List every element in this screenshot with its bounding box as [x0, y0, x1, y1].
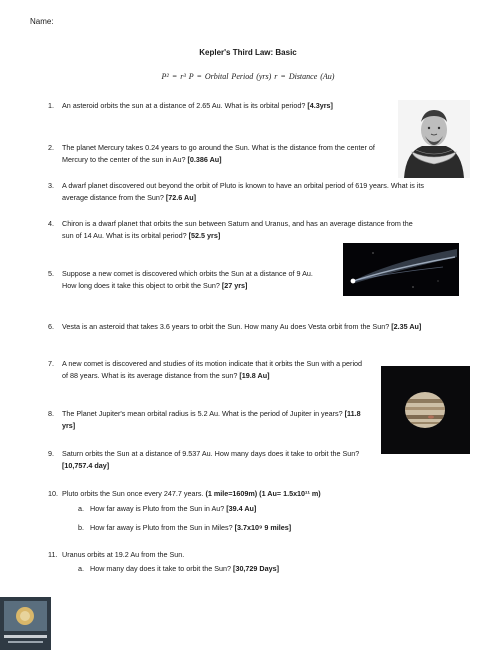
question-number: 2.: [48, 143, 54, 152]
question-number: 1.: [48, 101, 54, 110]
question-number: 11.: [48, 550, 58, 559]
question-answer: [11.8 yrs]: [62, 409, 361, 430]
question-number: 9.: [48, 449, 54, 458]
question-answer: (1 mile=1609m) (1 Au= 1.5x10¹¹ m): [205, 489, 321, 498]
question-answer: [52.5 yrs]: [188, 230, 221, 240]
question-text: Suppose a new comet is discovered which orbits the Sun at a distance of 9 Au. How long does it take this object to orbit the Sun?: [62, 269, 313, 290]
question-number: 5.: [48, 269, 54, 278]
question-answer: [27 yrs]: [221, 280, 248, 290]
subquestion-text: How far away is Pluto from the Sun in Au?: [90, 504, 225, 513]
question-text: A new comet is discovered and studies of its motion indicate that it orbits the Sun with a period of 88 years. What is its average distance from the sun?: [62, 359, 363, 380]
question-text: Pluto orbits the Sun once every 247.7 years.: [62, 489, 204, 498]
question-text: Uranus orbits at 19.2 Au from the Sun.: [62, 550, 185, 559]
question-answer: [10,757.4 day]: [62, 460, 110, 470]
subquestion-letter: a.: [78, 564, 84, 573]
kepler-formula: P² = r³ P = Orbital Period (yrs) r = Distance (Au): [161, 72, 335, 81]
question-text: An asteroid orbits the sun at a distance of 2.65 Au. What is its orbital period?: [62, 101, 306, 110]
question-number: 6.: [48, 322, 54, 331]
subquestion-10a: [78, 503, 430, 515]
subquestion-letter: b.: [78, 523, 84, 532]
question-answer: [72.6 Au]: [165, 192, 196, 202]
question-text: Vesta is an asteroid that takes 3.6 years to orbit the Sun. How many Au does Vesta orbit from the Sun?: [62, 322, 390, 331]
question-text: Chiron is a dwarf planet that orbits the sun between Saturn and Uranus, and has an average distance from the sun of 14 Au. What is its orbital period?: [62, 219, 413, 240]
question-3: [48, 180, 434, 203]
subquestion-10b: [78, 522, 430, 534]
subquestion-answer: [30,729 Days]: [233, 564, 279, 573]
name-label: Name:: [30, 17, 54, 26]
question-number: 3.: [48, 181, 54, 190]
worksheet-title: Kepler's Third Law: Basic: [199, 48, 297, 57]
question-number: 4.: [48, 219, 54, 228]
subquestion-letter: a.: [78, 504, 84, 513]
question-1: [48, 100, 402, 112]
question-number: 7.: [48, 359, 54, 368]
kepler-portrait-image: [398, 100, 470, 178]
question-5: [48, 268, 324, 291]
publisher-logo-image: [0, 597, 51, 650]
question-answer: [0.386 Au]: [187, 154, 222, 164]
question-8: [48, 408, 366, 431]
question-10: [48, 488, 442, 500]
question-text: The Planet Jupiter's mean orbital radius is 5.2 Au. What is the period of Jupiter in years?: [62, 409, 343, 418]
question-number: 10.: [48, 489, 58, 498]
subquestion-11a: [78, 563, 430, 575]
question-answer: [2.35 Au]: [391, 322, 422, 331]
question-7: [48, 358, 370, 381]
subquestion-answer: [39.4 Au]: [226, 504, 257, 513]
question-11: [48, 549, 402, 561]
question-answer: [4.3yrs]: [307, 101, 333, 110]
comet-image: [343, 243, 459, 296]
question-text: Saturn orbits the Sun at a distance of 9.537 Au. How many days does it take to orbit the Sun?: [62, 449, 360, 458]
question-2: [48, 142, 402, 165]
question-number: 8.: [48, 409, 54, 418]
subquestion-text: How far away is Pluto from the Sun in Miles?: [90, 523, 233, 532]
question-6: [48, 321, 434, 333]
subquestion-answer: [3.7x10⁹ 9 miles]: [234, 523, 292, 532]
jupiter-image: [381, 366, 470, 454]
question-text: A dwarf planet discovered out beyond the orbit of Pluto is known to have an orbital period of 619 years. What is its average distance from the Sun?: [62, 181, 424, 202]
question-answer: [19.8 Au]: [239, 370, 270, 380]
subquestion-text: How many day does it take to orbit the Sun?: [90, 564, 232, 573]
question-9: [48, 448, 366, 471]
question-4: [48, 218, 424, 241]
question-text: The planet Mercury takes 0.24 years to go around the Sun. What is the distance from the center of Mercury to the center of the sun in Au?: [62, 143, 375, 164]
